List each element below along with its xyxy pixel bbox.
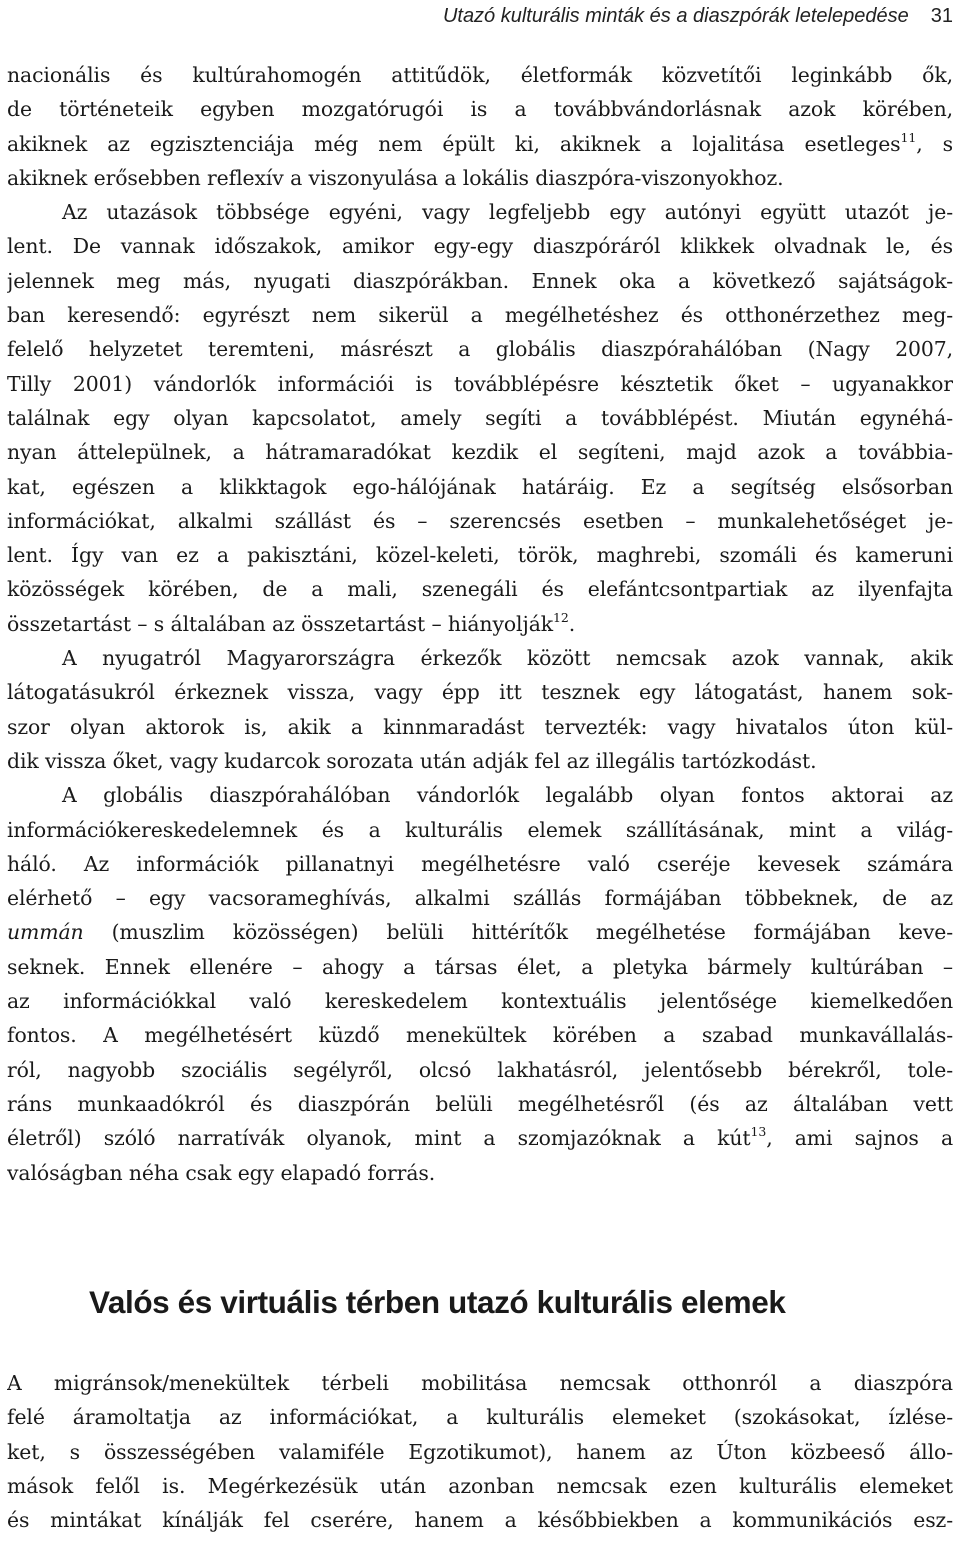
text-line: mások felől is. Megérkezésük után azonban nemcsak ezen kulturális elemeket <box>7 1473 953 1498</box>
text-line: jelennek meg más, nyugati diaszpórákban. Ennek oka a következő sajátságok- <box>7 268 953 293</box>
running-head-title: Utazó kulturális minták és a diaszpórák letelepedése <box>442 5 909 27</box>
body-text <box>7 58 953 1190</box>
text-line: kat, egészen a klikktagok ego-hálójának határáig. Ez a segítség elsősorban <box>7 474 953 499</box>
text-line: és mintákat kínálják fel cserére, hanem a későbbiekben a kommunikációs esz- <box>7 1508 953 1533</box>
text-line: ummán (muszlim közösségen) belüli hittérítők megélhetése formájában keve- <box>7 920 953 945</box>
text-line: nyan áttelepülnek, a hátramaradókat kezdik el segíteni, majd azok a továbbia- <box>7 440 953 465</box>
text-line: valóságban néha csak egy elapadó forrás. <box>7 1160 436 1185</box>
footnote-ref-12: 12 <box>553 609 569 625</box>
text-line: seknek. Ennek ellenére – ahogy a társas élet, a pletyka bármely kultúrában – <box>7 954 953 979</box>
text-line: lent. Így van ez a pakisztáni, közel-keleti, török, maghrebi, szomáli és kameruni <box>7 543 953 568</box>
text-line: közösségek körében, de a mali, szenegáli és elefántcsontpartiak az ilyenfajta <box>7 577 953 602</box>
text-line: nacionális és kultúrahomogén attitűdök, életformák közvetítői leginkább ők, <box>7 63 953 87</box>
document-page <box>7 0 953 1542</box>
text-line: összetartást – s általában az összetartást – hiányolják$^{12}$. <box>7 609 576 636</box>
text-line: akiknek erősebben reflexív a viszonyulása a lokális diaszpóra-viszonyokhoz. <box>7 165 784 190</box>
paragraph-start-line: A globális diaszpórahálóban vándorlók legalább olyan fontos aktorai az <box>62 783 953 808</box>
text-line: háló. Az információk pillanatnyi megélhetésre való cseréje kevesek számára <box>7 851 953 876</box>
text-line: ról, nagyobb szociális segélyről, olcsó lakhatásról, jelentősebb bérekről, tole- <box>7 1057 953 1082</box>
text-line: Tilly 2001) vándorlók információi is továbblépésre késztetik őket – ugyanakkor <box>7 371 953 396</box>
section-body-text <box>7 1366 953 1537</box>
text-line: információkereskedelemnek és a kulturális elemek szállításának, mint a világ- <box>7 817 953 842</box>
running-head <box>7 2 953 30</box>
page-number: 31 <box>930 5 953 27</box>
text-line: ráns munkaadókról és diaszpórán belüli megélhetésről (és az általában vett <box>7 1091 953 1116</box>
footnote-ref-13: 13 <box>750 1124 767 1140</box>
paragraph-start-line: Az utazások többsége egyéni, vagy legfeljebb egy autónyi együtt utazót je- <box>62 200 953 225</box>
text-line: akiknek az egzisztenciája még nem épült ki, akiknek a lojalitása esetleges$^{11}$, s <box>7 129 953 156</box>
text-line: ban keresendő: egyrészt nem sikerül a megélhetéshez és otthonérzethez meg- <box>7 303 953 328</box>
text-line: dik vissza őket, vagy kudarcok sorozata után adják fel az illegális tartózkodást. <box>7 748 817 773</box>
text-line: felé áramoltatja az információkat, a kulturális elemeket (szokásokat, ízlése- <box>7 1405 953 1430</box>
section-heading: Valós és virtuális térben utazó kulturális elemek <box>89 1284 786 1320</box>
text-line: látogatásukról érkeznek vissza, vagy épp itt tesznek egy látogatást, hanem sok- <box>7 680 953 705</box>
text-line: információkat, alkalmi szállást és – szerencsés esetben – munkalehetőséget je- <box>7 508 953 533</box>
text-line: felelő helyzetet teremteni, másrészt a globális diaszpórahálóban (Nagy 2007, <box>7 337 953 362</box>
text-line: találnak egy olyan kapcsolatot, amely segíti a továbblépést. Miután egynéhá- <box>7 405 953 430</box>
text-line: elérhető – egy vacsorameghívás, alkalmi szállás formájában többeknek, de az <box>7 886 953 911</box>
text-line: fontos. A megélhetésért küzdő menekültek körében a szabad munkavállalás- <box>7 1023 953 1048</box>
text-line: szor olyan aktorok is, akik a kinnmaradást tervezték: vagy hivatalos úton kül- <box>7 714 953 739</box>
text-line: az információkkal való kereskedelem kontextuális jelentősége kiemelkedően <box>7 989 953 1014</box>
text-line: életről) szóló narratívák olyanok, mint a szomjazóknak a kút$^{13}$, ami sajnos a <box>7 1124 953 1151</box>
text-line: A migránsok/menekültek térbeli mobilitása nemcsak otthonról a diaszpóra <box>7 1371 953 1395</box>
text-line: de történeteik egyben mozgatórugói is a továbbvándorlásnak azok körében, <box>7 97 953 122</box>
text-line: lent. De vannak időszakok, amikor egy-egy diaszpóráról klikkek olvadnak le, és <box>7 234 953 259</box>
text-line: ket, s összességében valamiféle Egzotikumot), hanem az Úton közbeeső állo- <box>7 1439 953 1464</box>
paragraph-start-line: A nyugatról Magyarországra érkezők között nemcsak azok vannak, akik <box>62 646 953 671</box>
footnote-ref-11: 11 <box>900 129 917 145</box>
italic-term: ummán <box>7 920 84 945</box>
